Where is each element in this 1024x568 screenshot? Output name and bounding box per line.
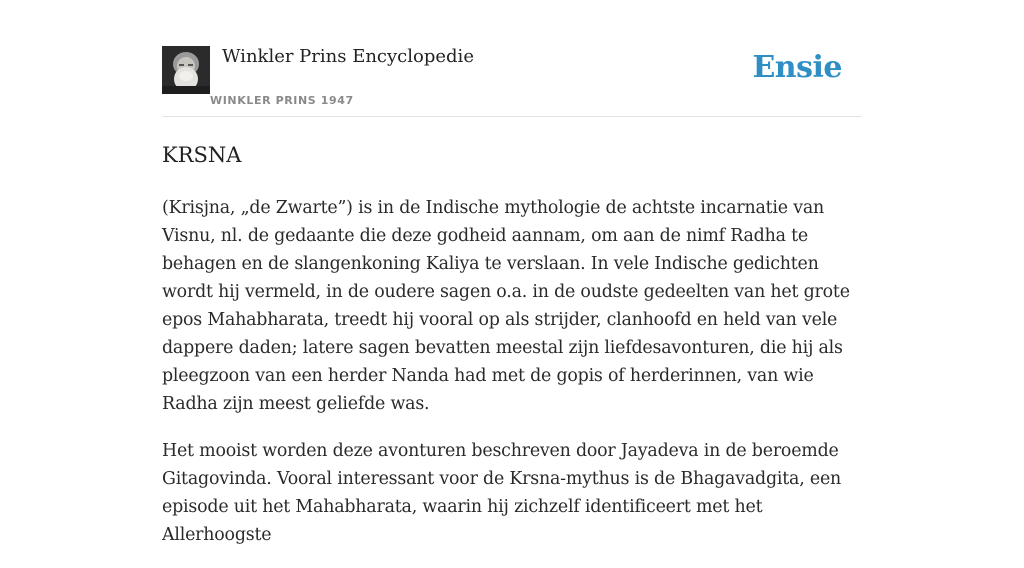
article bbox=[162, 140, 862, 568]
site-name[interactable]: Winkler Prins Encyclopedie bbox=[222, 46, 474, 67]
site-subtitle[interactable]: WINKLER PRINS 1947 bbox=[210, 94, 354, 107]
article-paragraph: (Krisjna, „de Zwarte”) is in de Indische mythologie de achtste incarnatie van Visnu, nl. de gedaante die deze godheid aannam, om aan de nimf Radha te behagen en de slangenkoning Kaliya te verslaan. In vele Indische gedichten wordt hij vermeld, in de oudere sagen o.a. in de oudste gedeelten van het grote epos Mahabharata, treedt hij vooral op als strijder, clanhoofd en held van vele dappere daden; latere sagen bevatten meestal zijn liefdesavonturen, die hij als pleegzoon van een herder Nanda had met de gopis of herderinnen, van wie Radha zijn meest geliefde was. bbox=[162, 198, 850, 414]
brand-logo[interactable]: Ensie bbox=[752, 50, 842, 85]
avatar[interactable] bbox=[162, 46, 210, 94]
article-title: KRSNA bbox=[162, 143, 242, 167]
bearded-man-portrait-icon bbox=[162, 46, 210, 94]
article-paragraph: Het mooist worden deze avonturen beschreven door Jayadeva in de beroemde Gitagovinda. Vooral interessant voor de Krsna-mythus is de Bhagavadgita, een episode uit het Mahabharata, waarin hij zichzelf identificeert met het Allerhoogste bbox=[162, 441, 842, 545]
site-header bbox=[162, 46, 862, 117]
